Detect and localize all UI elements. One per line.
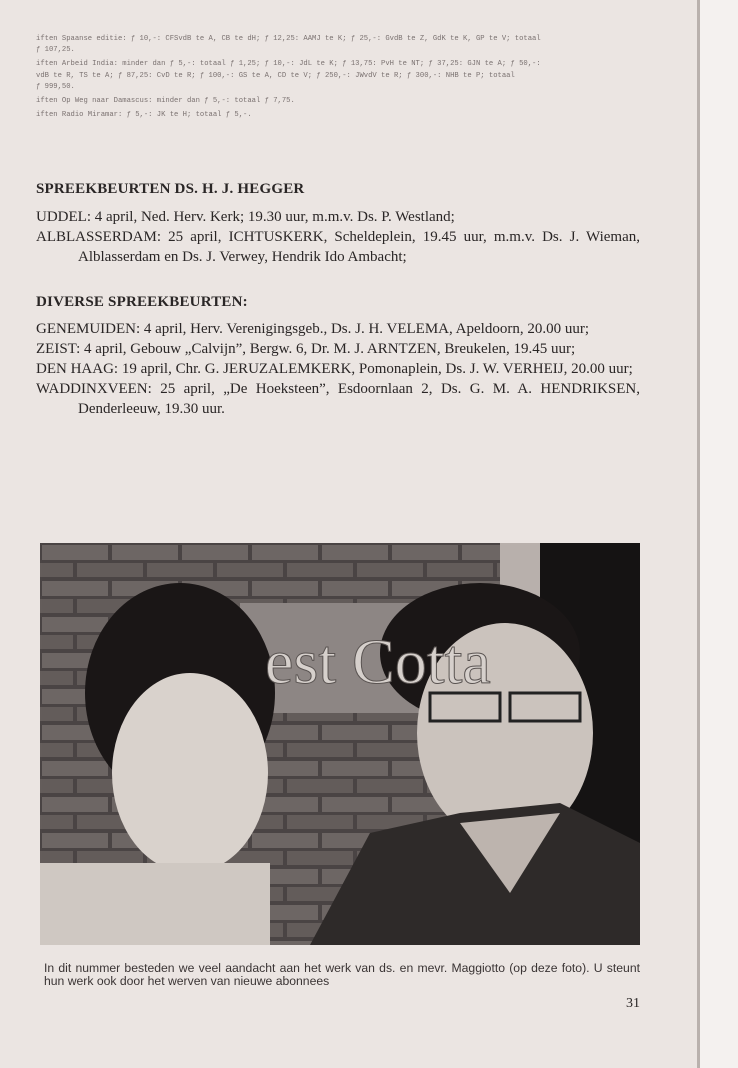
section-heading: SPREEKBEURTEN DS. H. J. HEGGER: [36, 181, 305, 197]
typed-line: vdB te R, TS te A; ƒ 87,25: CvD te R; ƒ 100,-: GS te A, CD te V; ƒ 250,-: JWvdV te R; ƒ 300,-: NHB te P; totaal: [36, 72, 515, 80]
photo: [40, 543, 640, 945]
lecture-entry: GENEMUIDEN: 4 april, Herv. Verenigingsgeb., Ds. J. H. VELEMA, Apeldoorn, 20.00 uur;: [36, 321, 589, 337]
lecture-entry: WADDINXVEEN: 25 april, „De Hoeksteen”, Esdoornlaan 2, Ds. G. M. A. HENDRIKSEN, Denderleeuw, 19.30 uur.: [36, 381, 640, 417]
page-edge: [697, 0, 700, 1068]
typed-line: iften Op Weg naar Damascus: minder dan ƒ 5,-: totaal ƒ 7,75.: [36, 97, 295, 105]
lecture-list: [36, 319, 640, 419]
section-heading: DIVERSE SPREEKBEURTEN:: [36, 294, 248, 310]
typed-line: iften Radio Miramar: ƒ 5,-: JK te H; totaal ƒ 5,-.: [36, 111, 252, 119]
lecture-entry: UDDEL: 4 april, Ned. Herv. Kerk; 19.30 uur, m.m.v. Ds. P. Westland;: [36, 209, 455, 225]
lecture-entry: ZEIST: 4 april, Gebouw „Calvijn”, Bergw. 6, Dr. M. J. ARNTZEN, Breukelen, 19.45 uur;: [36, 341, 576, 357]
typed-line: iften Arbeid India: minder dan ƒ 5,-: totaal ƒ 1,25; ƒ 10,-: JdL te K; ƒ 13,75: PvH te NT; ƒ 37,25: GJN te A; ƒ 50,-:: [36, 60, 541, 68]
typed-line: ƒ 107,25.: [36, 46, 75, 54]
lecture-entry: ALBLASSERDAM: 25 april, ICHTUSKERK, Scheldeplein, 19.45 uur, m.m.v. Ds. J. Wieman, Alblasserdam en Ds. J. Verwey, Hendrik Ido Ambacht;: [36, 229, 640, 265]
typed-line: ƒ 999,50.: [36, 83, 75, 91]
sign-text: est Cotta: [265, 626, 491, 697]
page-number: 31: [626, 996, 640, 1011]
photo-caption: In dit nummer besteden we veel aandacht aan het werk van ds. en mevr. Maggiotto (op deze foto). U steunt hun werk ook door het werven van nieuwe abonnees: [44, 961, 640, 988]
photo-illustration: [40, 543, 640, 945]
typed-line: iften Spaanse editie: ƒ 10,-: CFSvdB te A, CB te dH; ƒ 12,25: AAMJ te K; ƒ 25,-: GvdB te Z, GdK te K, GP te V; totaal: [36, 35, 541, 43]
lecture-list: [36, 207, 640, 267]
lecture-entry: DEN HAAG: 19 april, Chr. G. JERUZALEMKERK, Pomonaplein, Ds. J. W. VERHEIJ, 20.00 uur;: [36, 361, 633, 377]
